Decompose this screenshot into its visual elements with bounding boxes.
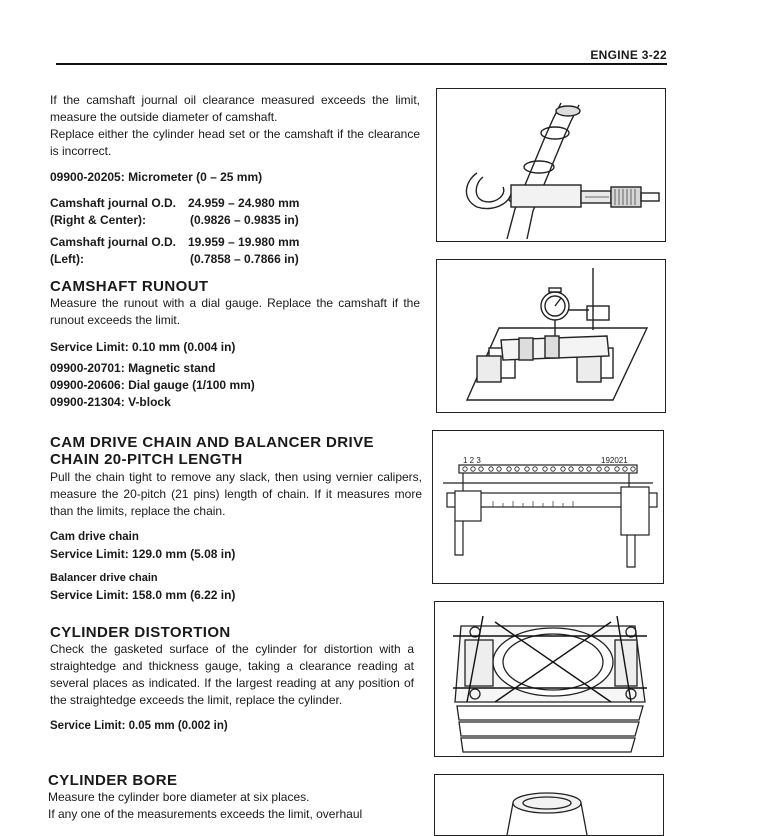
cam-chain-limit: Service Limit: 129.0 mm (5.08 in): [50, 547, 236, 561]
balancer-chain-label: Balancer drive chain: [50, 572, 158, 584]
runout-limit: Service Limit: 0.10 mm (0.004 in): [50, 340, 236, 354]
journal-spec-left: [50, 234, 420, 268]
header-rule: [56, 63, 667, 65]
spec-label: (Right & Center):: [50, 213, 146, 227]
chain-para: Pull the chain tight to remove any slack, then using vernier calipers, measure the 20-pitch (21 pins) length of chain. If it measures more than the limits, replace the chain.: [50, 470, 422, 518]
bore-para-2: If any one of the measurements exceeds the limit, overhaul: [48, 807, 363, 821]
distortion-heading: CYLINDER DISTORTION: [50, 624, 231, 641]
micrometer-figure: [436, 88, 666, 242]
vernier-caliper-figure: [432, 430, 664, 584]
runout-heading: CAMSHAFT RUNOUT: [50, 278, 209, 295]
spec-value: (0.7858 – 0.7866 in): [190, 252, 299, 266]
bore-heading: CYLINDER BORE: [48, 772, 178, 789]
caliper-illustration: [433, 431, 663, 583]
page-header: [56, 46, 667, 64]
balancer-chain-limit: Service Limit: 158.0 mm (6.22 in): [50, 588, 236, 602]
bore-para-1: Measure the cylinder bore diameter at six places.: [48, 790, 310, 804]
distortion-section: [50, 624, 414, 735]
chain-section: [50, 434, 422, 604]
chain-heading-2: CHAIN 20-PITCH LENGTH: [50, 451, 243, 468]
journal-para-2: Replace either the cylinder head set or the camshaft if the clearance is incorrect.: [50, 127, 420, 158]
page-title: ENGINE 3-22: [590, 48, 667, 62]
runout-tool-vblock: 09900-21304: V-block: [50, 395, 171, 409]
spec-label: Camshaft journal O.D.: [50, 235, 177, 249]
cylinder-bore-figure: [434, 774, 664, 836]
chain-heading-1: CAM DRIVE CHAIN AND BALANCER DRIVE: [50, 434, 374, 451]
journal-para-1: If the camshaft journal oil clearance measured exceeds the limit, measure the outside diameter of camshaft.: [50, 93, 420, 124]
spec-value: 19.959 – 19.980 mm: [188, 235, 300, 249]
cam-chain-label: Cam drive chain: [50, 531, 139, 543]
dial-gauge-figure: [436, 259, 666, 413]
cylinder-bore-illustration: [435, 775, 663, 835]
distortion-para: Check the gasketed surface of the cylinder for distortion with a straightedge and thickness gauge, taking a clearance reading at several places as indicated. If the largest reading at any position of the straightedge exceeds the limit, replace the cylinder.: [50, 642, 414, 707]
journal-section: [50, 92, 420, 268]
chain-pin-label-right: 192021: [601, 456, 628, 465]
journal-spec-right-center: [50, 195, 420, 229]
micrometer-tool: 09900-20205: Micrometer (0 – 25 mm): [50, 170, 263, 184]
chain-pin-label-left: 1 2 3: [463, 456, 481, 465]
bore-section: [48, 772, 414, 823]
micrometer-illustration: [437, 89, 665, 241]
cylinder-distortion-figure: [434, 601, 664, 757]
distortion-limit: Service Limit: 0.05 mm (0.002 in): [50, 720, 228, 732]
cylinder-illustration: [435, 602, 663, 756]
runout-tool-gauge: 09900-20606: Dial gauge (1/100 mm): [50, 378, 255, 392]
spec-value: 24.959 – 24.980 mm: [188, 196, 300, 210]
spec-label: Camshaft journal O.D.: [50, 196, 177, 210]
spec-value: (0.9826 – 0.9835 in): [190, 213, 299, 227]
runout-para: Measure the runout with a dial gauge. Replace the camshaft if the runout exceeds the limit.: [50, 296, 420, 327]
runout-tool-stand: 09900-20701: Magnetic stand: [50, 361, 216, 375]
runout-section: [50, 278, 420, 411]
spec-label: (Left):: [50, 252, 84, 266]
dial-gauge-illustration: [437, 260, 665, 412]
